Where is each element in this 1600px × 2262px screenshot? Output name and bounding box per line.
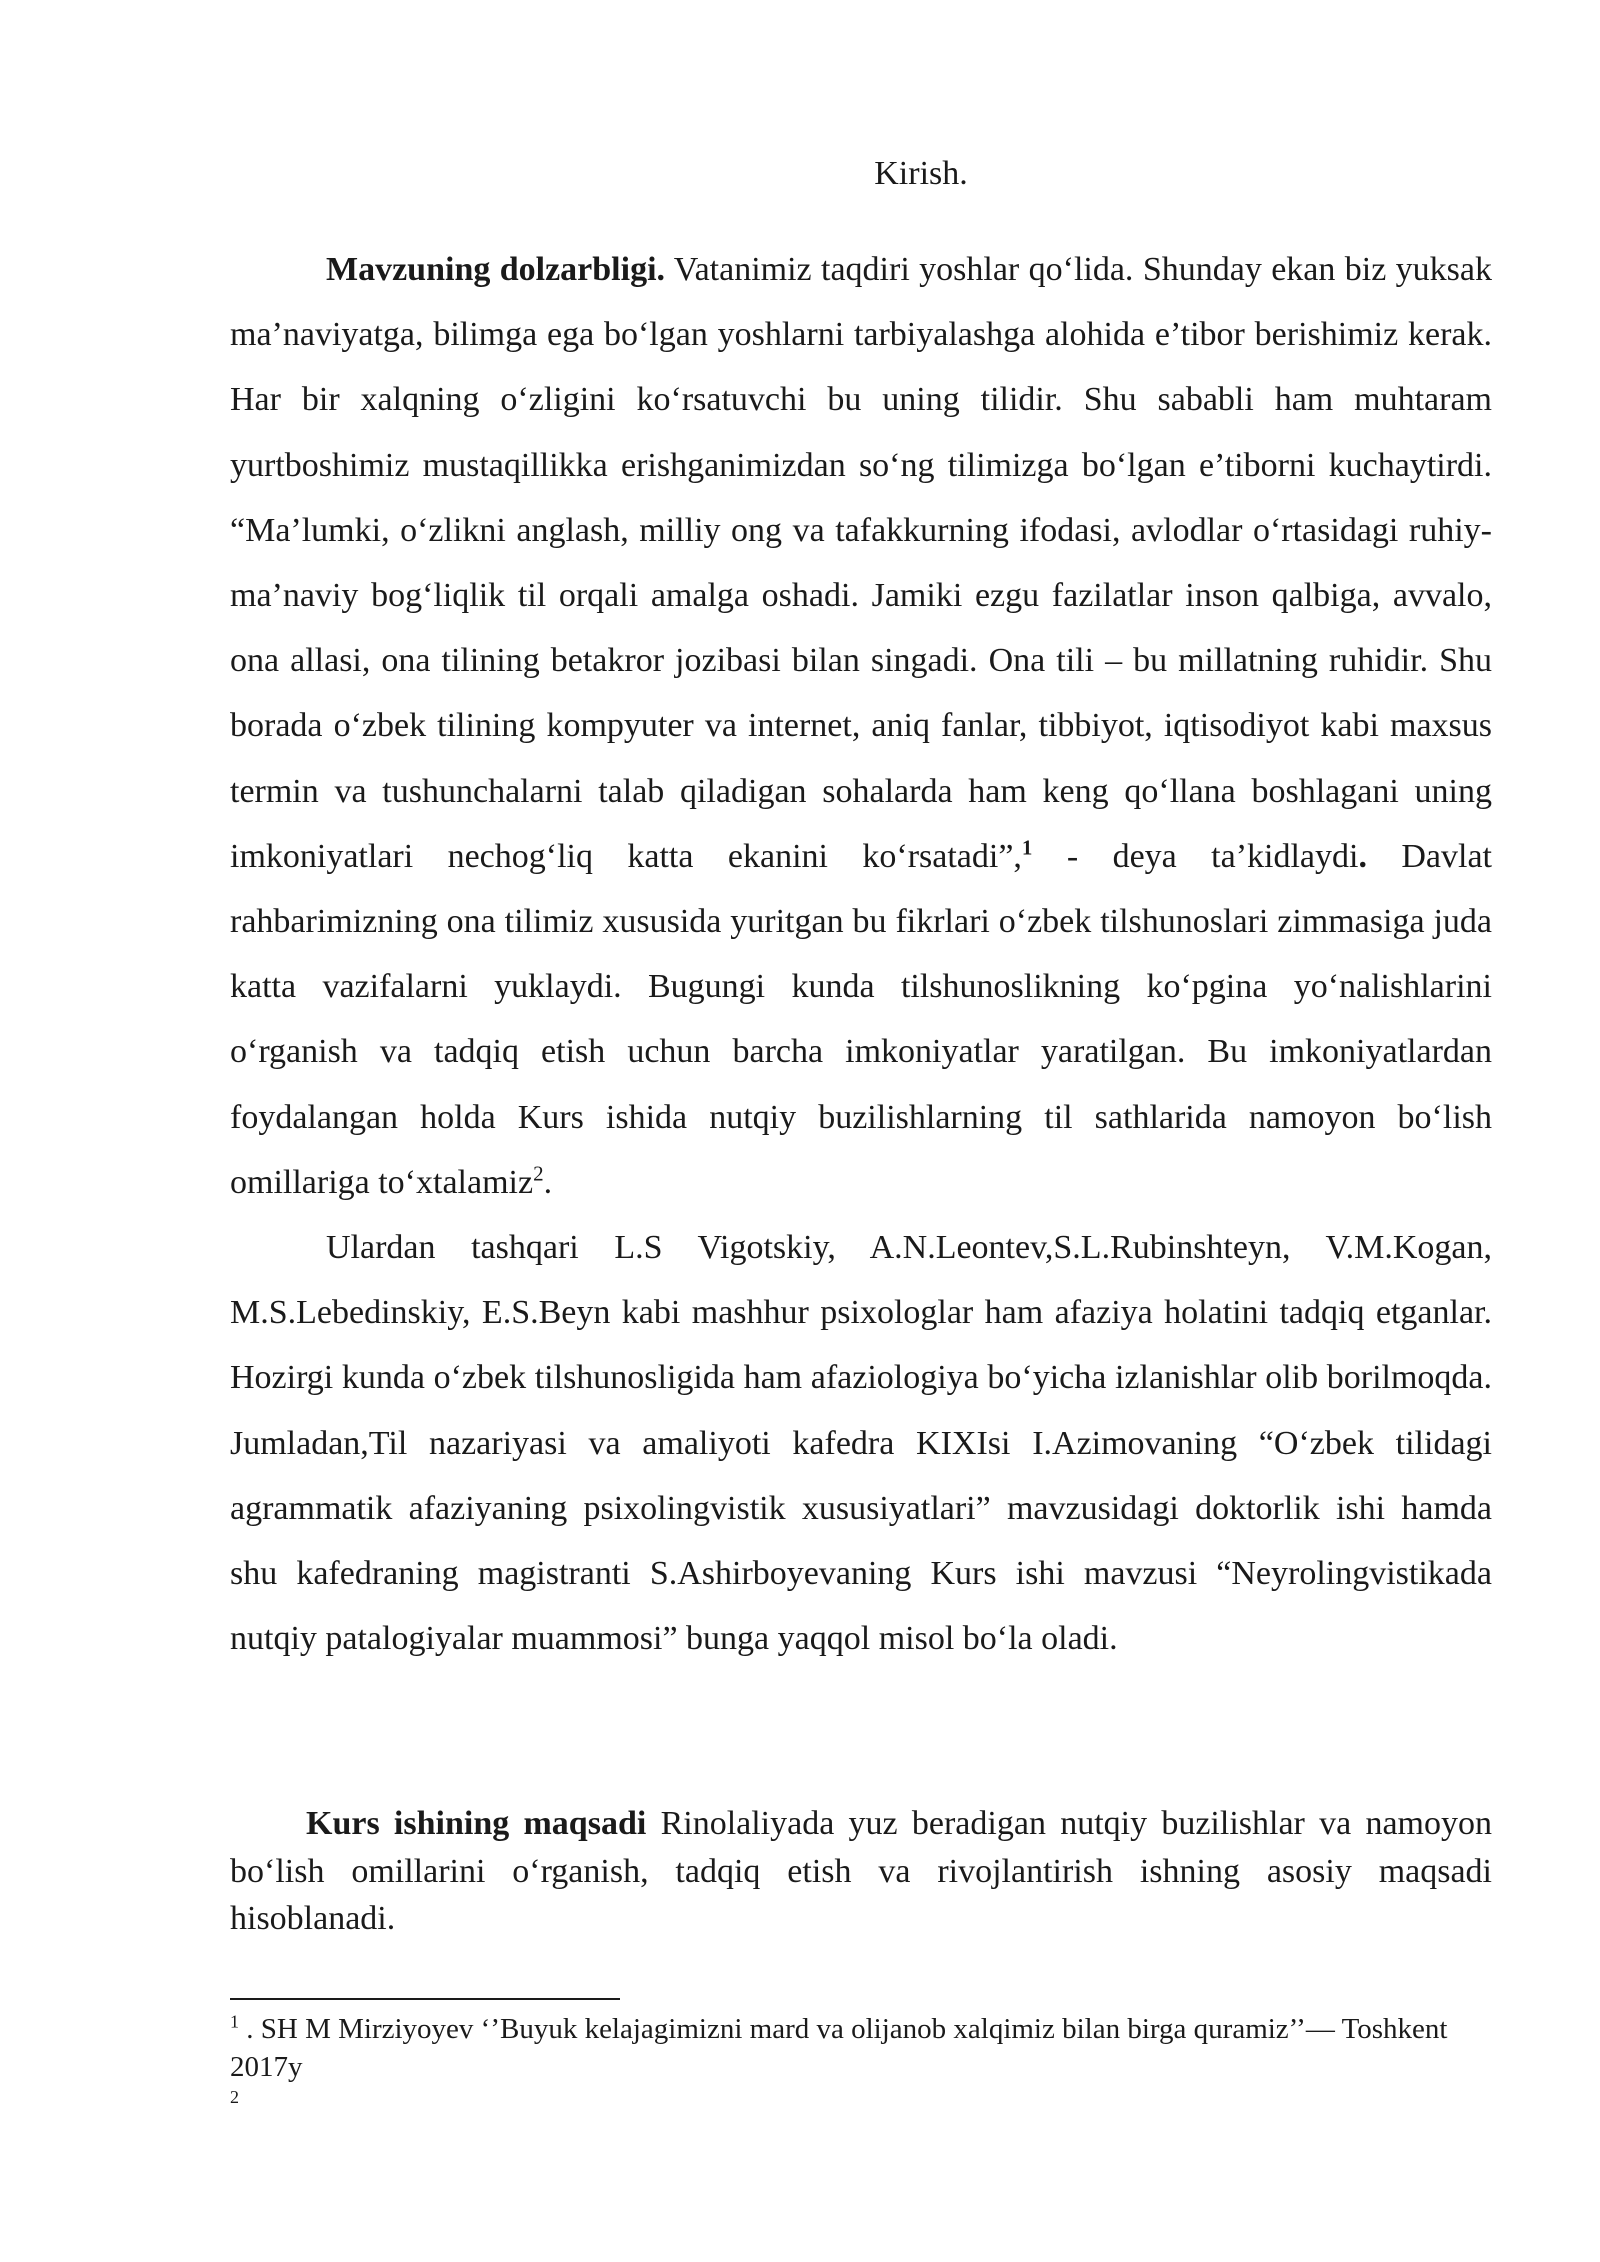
relevance-text-end: .	[543, 1163, 553, 1201]
footnote-1-mark: 1	[230, 2011, 239, 2032]
relevance-heading: Mavzuning dolzarbligi.	[326, 251, 666, 288]
relevance-text-c: Davlat rahbarimizning ona tilimiz xususida yuritgan bu fikrlari o‘zbek tilshunoslari zimmasiga juda katta vazifalarni yuklaydi. Bugungi kunda tilshunoslikning ko‘pgina yo‘nalishlarini o‘rganish va tadqiq etish uchun barcha imkoniyatlar yaratilgan. Bu imkoniyatlardan foydalangan holda Kurs ishida nutqiy buzilishlarning til sathlarida namoyon bo‘lish omillariga to‘xtalamiz	[230, 837, 1492, 1201]
footnote-2-mark: 2	[230, 2087, 239, 2107]
page-title: Kirish.	[874, 155, 968, 192]
paragraph-researchers: Ulardan tashqari L.S Vigotskiy, A.N.Leontev,S.L.Rubinshteyn, V.M.Kogan, M.S.Lebedinskiy, E.S.Beyn kabi mashhur psixologlar ham afaziya holatini tadqiq etganlar. Hozirgi kunda o‘zbek tilshunosligida ham afaziologiya bo‘yicha izlanishlar olib borilmoqda. Jumladan,Til nazariyasi va amaliyoti kafedra KIXIsi I.Azimovaning “O‘zbek tilidagi agrammatik afaziyaning psixolingvistik xususiyatlari” mavzusidagi doktorlik ishi hamda shu kafedraning magistranti S.Ashirboyevaning Kurs ishi mavzusi “Neyrolingvistikada nutqiy patalogiyalar muammosi” bunga yaqqol misol bo‘la oladi.	[230, 1229, 1492, 1658]
paragraph-aim	[230, 1800, 1492, 1943]
footnote-ref-1[interactable]: 1	[1021, 835, 1033, 860]
aim-heading: Kurs ishining maqsadi	[306, 1805, 647, 1842]
body-text	[230, 237, 1492, 1671]
footnote-ref-2[interactable]: 2	[533, 1161, 544, 1186]
footnote-1-text: . SH M Mirziyoyev ‘’Buyuk kelajagimizni mard va olijanob xalqimiz bilan birga quramiz’’— Toshkent 2017y	[230, 2013, 1448, 2083]
footnote-divider	[230, 1998, 620, 2000]
footnotes	[230, 2010, 1492, 2108]
relevance-text-a: Vatanimiz taqdiri yoshlar qo‘lida. Shunday ekan biz yuksak ma’naviyatga, bilimga ega bo‘lgan yoshlarni tarbiyalashga alohida e’tibor berishimiz kerak. Har bir xalqning o‘zligini ko‘rsatuvchi bu uning tilidir. Shu sababli ham muhtaram yurtboshimiz mustaqillikka erishganimizdan so‘ng tilimizga bo‘lgan e’tiborni kuchaytirdi. “Ma’lumki, o‘zlikni anglash, milliy ong va tafakkurning ifodasi, avlodlar o‘rtasidagi ruhiy-ma’naviy bog‘liqlik til orqali amalga oshadi. Jamiki ezgu fazilatlar inson qalbiga, avvalo, ona allasi, ona tilining betakror jozibasi bilan singadi. Ona tili – bu millatning ruhidir. Shu borada o‘zbek tilining kompyuter va internet, aniq fanlar, tibbiyot, iqtisodiyot kabi maxsus termin va tushunchalarni talab qiladigan sohalarda ham keng qo‘llana boshlagani uning imkoniyatlari nechog‘liq katta ekanini ko‘rsatadi”,	[230, 251, 1493, 875]
footnote-2	[230, 2086, 1492, 2108]
relevance-bold-dot: .	[1358, 837, 1367, 875]
paragraph-relevance	[230, 237, 1492, 1215]
aim-text: Rinolaliyada yuz beradigan nutqiy buzilishlar va namoyon bo‘lish omillarini o‘rganish, tadqiq etish va rivojlantirish ishning asosiy maqsadi hisoblanadi.	[230, 1805, 1492, 1937]
footnote-1	[230, 2010, 1492, 2086]
relevance-text-b: - deya ta’kidlaydi	[1032, 837, 1359, 875]
